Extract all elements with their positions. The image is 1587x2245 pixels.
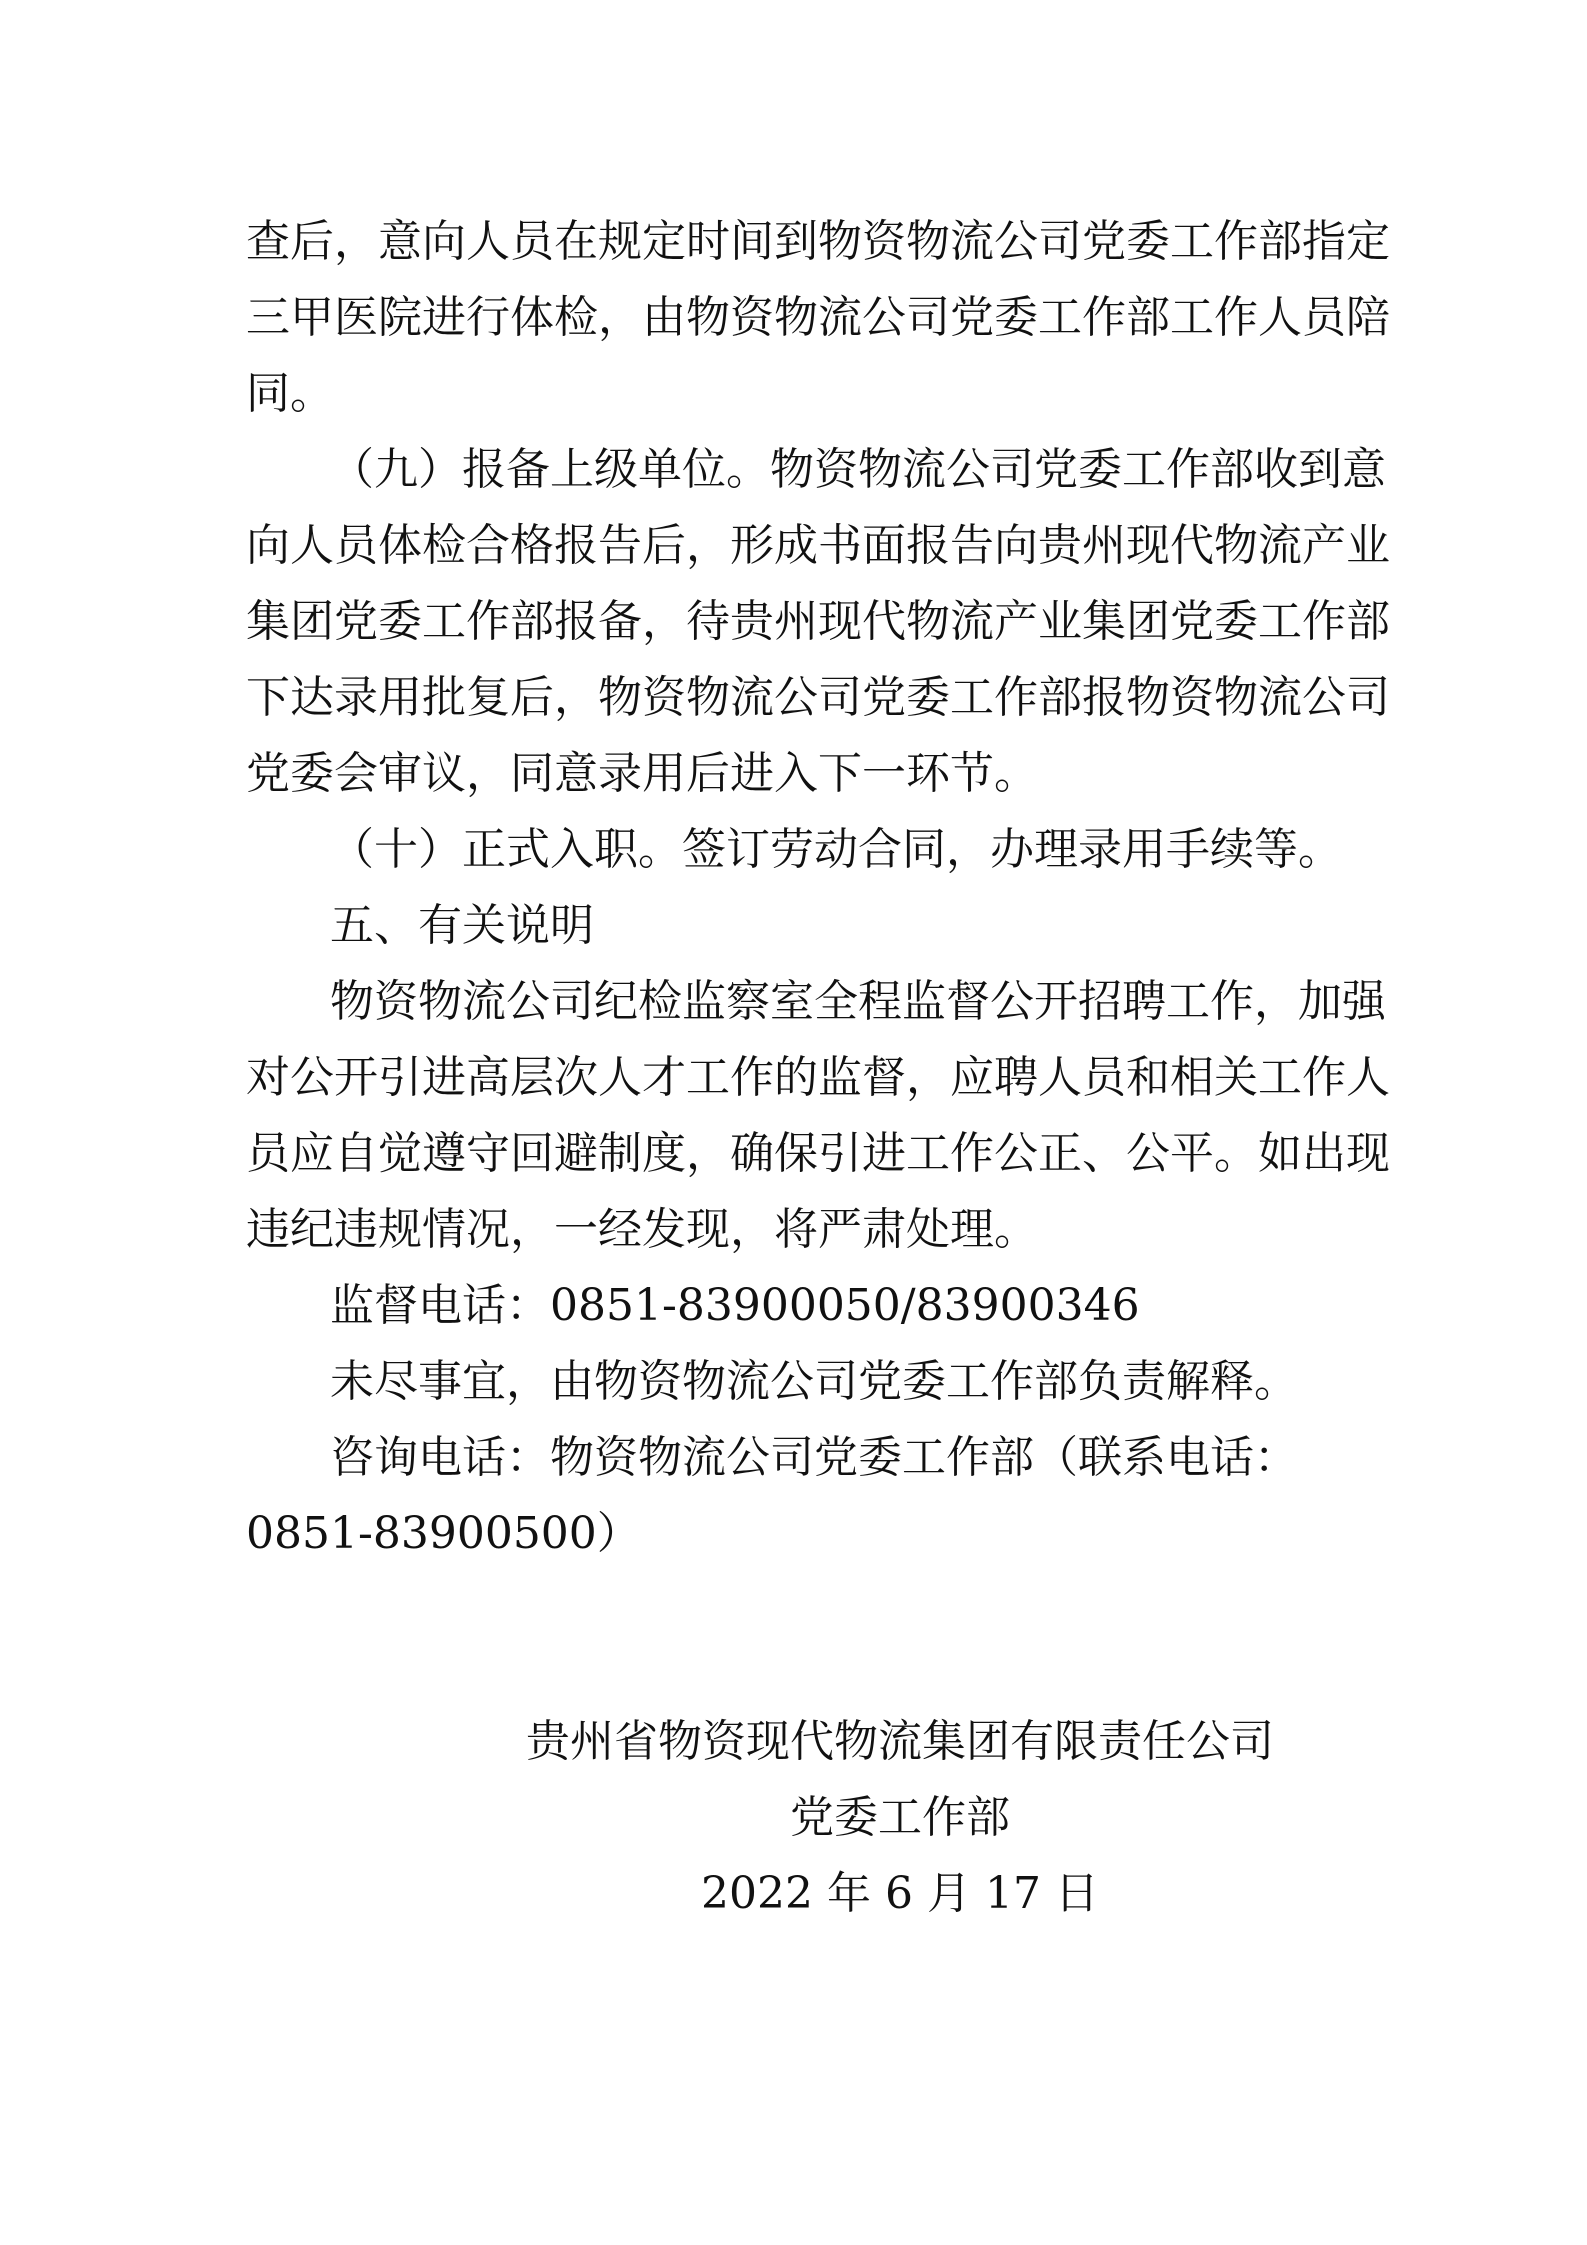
- body-line: 查后，意向人员在规定时间到物资物流公司党委工作部指定: [246, 216, 1390, 267]
- signature-department: 党委工作部: [790, 1792, 1010, 1843]
- body-line: 物资物流公司纪检监察室全程监督公开招聘工作，加强: [330, 976, 1386, 1027]
- body-line: 党委会审议，同意录用后进入下一环节。: [246, 748, 1038, 799]
- body-line: 同。: [246, 368, 334, 419]
- supervision-phone-line: 监督电话：0851-83900050/83900346: [330, 1280, 1140, 1331]
- body-line: 对公开引进高层次人才工作的监督，应聘人员和相关工作人: [246, 1052, 1390, 1103]
- body-line: 员应自觉遵守回避制度，确保引进工作公正、公平。如出现: [246, 1128, 1390, 1179]
- section-nine-heading-line: （九）报备上级单位。物资物流公司党委工作部收到意: [330, 444, 1386, 495]
- body-line: 集团党委工作部报备，待贵州现代物流产业集团党委工作部: [246, 596, 1390, 647]
- signature-organization: 贵州省物资现代物流集团有限责任公司: [526, 1716, 1274, 1767]
- section-five-heading: 五、有关说明: [330, 900, 594, 951]
- body-line: 三甲医院进行体检，由物资物流公司党委工作部工作人员陪: [246, 292, 1390, 343]
- consult-phone-number: 0851-83900500）: [246, 1508, 641, 1559]
- signature-date: 2022 年 6 月 17 日: [701, 1868, 1099, 1919]
- body-line: 违纪违规情况，一经发现，将严肃处理。: [246, 1204, 1038, 1255]
- body-line: 下达录用批复后，物资物流公司党委工作部报物资物流公司: [246, 672, 1390, 723]
- consult-phone-line: 咨询电话：物资物流公司党委工作部（联系电话：: [330, 1432, 1298, 1483]
- body-line: 未尽事宜，由物资物流公司党委工作部负责解释。: [330, 1356, 1298, 1407]
- body-line: 向人员体检合格报告后，形成书面报告向贵州现代物流产业: [246, 520, 1390, 571]
- section-ten-line: （十）正式入职。签订劳动合同，办理录用手续等。: [330, 824, 1342, 875]
